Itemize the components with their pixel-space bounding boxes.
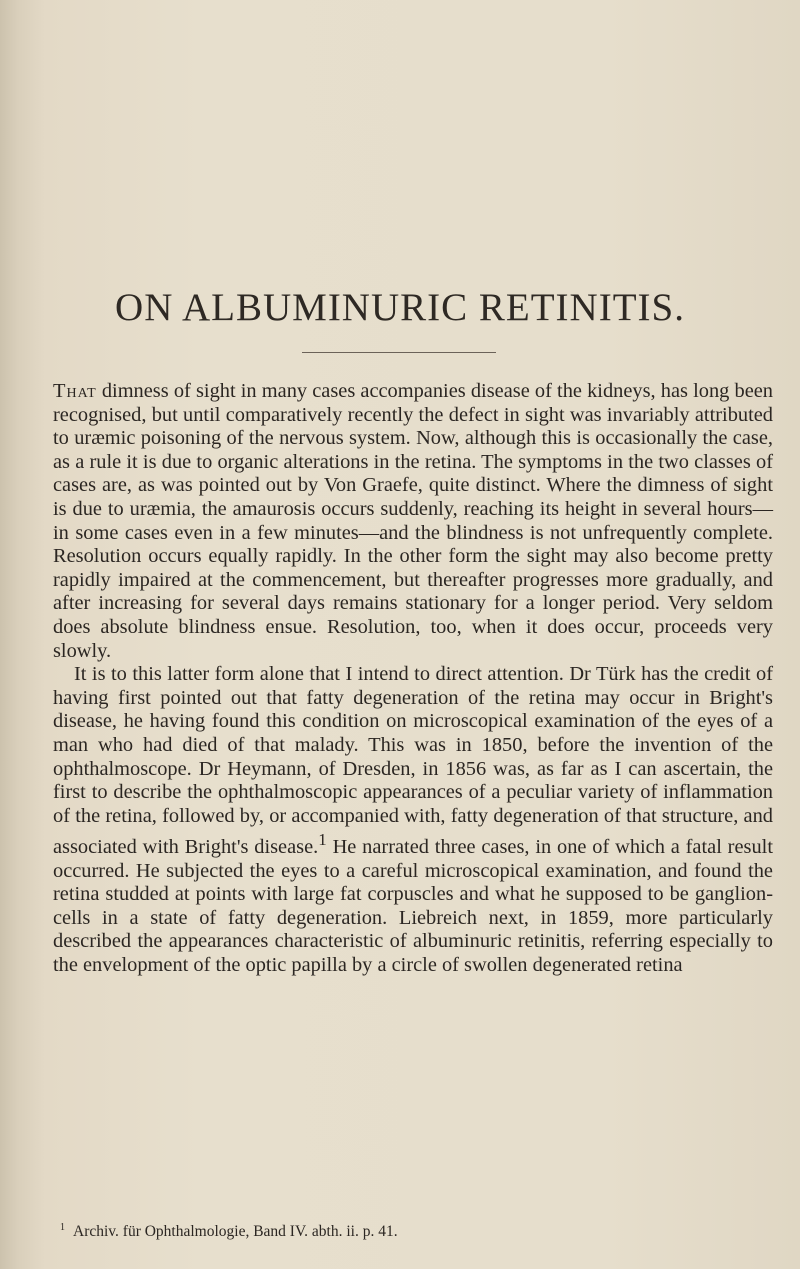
footnote-mark: 1 [60,1222,65,1233]
paragraph-2-text-after: He narrated three cases, in one of which a fatal result occurred. He subjected the eyes to a careful microscopical examination, and found the retina studded at points with large fat corpuscles and what he supposed to be ganglion-cells in a state of fatty degeneration. Liebreich next, in 1859, more particularly described the appearances characteristic of albuminuric retinitis, referring especially to the envelopment of the optic papilla by a circle of swollen degenerated retina [53,836,773,977]
paragraph-1-text: dimness of sight in many cases accompanies disease of the kidneys, has long been recognised, but until comparatively recently the defect in sight was invariably attributed to uræmic poisoning of the nervous system. Now, although this is occasionally the case, as a rule it is due to organic alterations in the retina. The symptoms in the two classes of cases are, as was pointed out by Von Graefe, quite distinct. Where the dimness of sight is due to uræmia, the amaurosis occurs suddenly, reaching its height in several hours—in some cases even in a few minutes—and the blindness is not unfrequently complete. Resolution occurs equally rapidly. In the other form the sight may also become pretty rapidly impaired at the commencement, but thereafter progresses more gradually, and after increasing for several days remains stationary for a longer period. Very seldom does absolute blindness ensue. Resolution, too, when it does occur, proceeds very slowly. [53,380,773,662]
footnote [60,1218,780,1242]
body-text [53,380,773,978]
paragraph-1 [53,380,773,663]
paragraph-lead-word: That [53,380,97,402]
paragraph-2-text-before: It is to this latter form alone that I intend to direct attention. Dr Türk has the credit of having first pointed out that fatty degeneration of the retina may occur in Bright's disease, he having found this condition on microscopical examination of the eyes of a man who had died of that malady. This was in 1850, before the invention of the ophthalmoscope. Dr Heymann, of Dresden, in 1856 was, as far as I can ascertain, the first to describe the ophthalmoscopic appearances of a peculiar variety of inflammation of the retina, followed by, or accompanied with, fatty degeneration of that structure, and associated with Bright's disease. [53,663,773,859]
page-title: ON ALBUMINURIC RETINITIS. [115,286,685,329]
paragraph-2 [53,663,773,978]
footnote-reference: 1 [318,830,327,850]
title-rule [302,352,496,353]
footnote-text: Archiv. für Ophthalmologie, Band IV. abth. ii. p. 41. [73,1223,398,1241]
